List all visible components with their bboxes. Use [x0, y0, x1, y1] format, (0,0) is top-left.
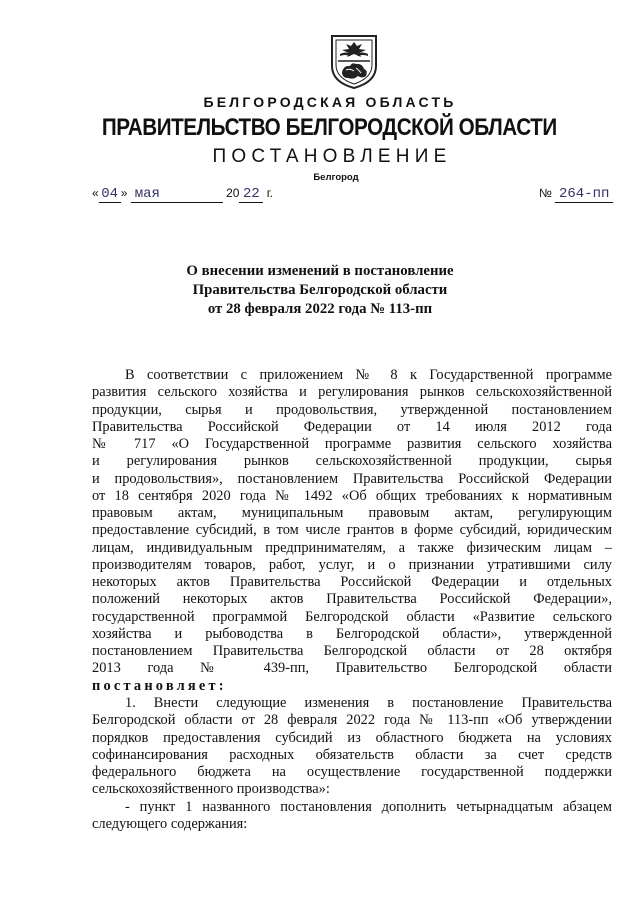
city-name: Белгород [313, 172, 359, 183]
text-line: Правительства Российской Федерации от 14 июля 2012 года [92, 418, 612, 435]
text-line: следующего содержания: [92, 816, 248, 833]
text-line: № 717 «О Государственной программе развития сельского хозяйства [92, 436, 612, 452]
text-line: В соответствии с приложением № 8 к Государственной программе [125, 367, 612, 383]
text-line: государственной программой Белгородской области «Развитие сельского [92, 608, 612, 625]
document-number [539, 186, 613, 203]
text-line: от 18 сентября 2020 года № 1492 «Об общих требованиях к нормативным [92, 487, 612, 504]
text-line: правовым актам, муниципальным правовым актам, регулирующим [92, 505, 612, 521]
text-line: хозяйства и рыбоводства в Белгородской области», утвержденной [92, 625, 612, 642]
region-name: БЕЛГОРОДСКАЯ ОБЛАСТЬ [203, 94, 457, 110]
date-day: 04 [99, 186, 121, 203]
text-line: некоторых актов Правительства Российской Федерации и отдельных [92, 574, 612, 590]
government-name: ПРАВИТЕЛЬСТВО БЕЛГОРОДСКОЙ ОБЛАСТИ [101, 114, 557, 141]
text-line: постановлением Правительства Белгородской области от 28 октября [92, 643, 612, 659]
text-line: производителям товаров, работ, услуг, и о признании утратившими силу [92, 556, 612, 573]
number-prefix: № [539, 186, 552, 200]
text-line: развития сельского хозяйства и регулирования рынков сельскохозяйственной [92, 384, 612, 401]
document-date [92, 186, 273, 203]
text-line: лицам, индивидуальным предпринимателям, а также физическим лицам – [92, 539, 612, 556]
body-paragraph-2 [92, 695, 612, 799]
text-line: положений некоторых актов Правительства Российской Федерации», [92, 591, 612, 608]
text-line: и регулирования рынков сельскохозяйственной продукции, сырья [92, 453, 612, 470]
text-line: 2013 года № 439-пп, Правительство Белгородской области [92, 660, 612, 677]
text-line: предоставление субсидий, в том числе грантов в форме субсидий, юридическим [92, 522, 612, 539]
document-type: ПОСТАНОВЛЕНИЕ [212, 146, 452, 167]
text-line: порядков предоставления субсидий из областного бюджета на условиях [92, 729, 612, 746]
text-line: продукции, сырья и продовольствия, утвержденной постановлением [92, 401, 612, 418]
body-paragraph-3 [92, 799, 612, 834]
title-line: Правительства Белгородской области [192, 282, 448, 298]
date-month: мая [131, 186, 223, 203]
text-line: федерального бюджета на осуществление государственной поддержки [92, 764, 612, 780]
title-line: О внесении изменений в постановление [186, 263, 454, 279]
date-open-quote: « [92, 186, 99, 200]
body-paragraph-1 [92, 367, 612, 695]
coat-of-arms-icon [328, 32, 380, 90]
text-line: 1. Внести следующие изменения в постановление Правительства [125, 695, 612, 711]
date-year-suffix: 22 [239, 186, 263, 203]
date-close-quote: » [120, 186, 128, 200]
date-year-mark: г. [266, 186, 274, 200]
date-year-prefix: 20 [226, 186, 240, 200]
text-line: и продовольствия», постановлением Правительства Российской Федерации [92, 470, 612, 487]
text-line: Белгородской области от 28 февраля 2022 года № 113-пп «Об утверждении [92, 712, 612, 729]
text-line: сельскохозяйственного производства»: [92, 781, 330, 798]
text-line: софинансирования расходных обязательств области за счет средств [92, 746, 612, 763]
text-line: - пункт 1 названного постановления дополнить четырнадцатым абзацем [125, 799, 612, 815]
number-value: 264-пп [555, 186, 613, 203]
title-line: от 28 февраля 2022 года № 113-пп [207, 301, 433, 317]
resolves-word: постановляет: [92, 677, 227, 694]
document-title [0, 262, 640, 319]
